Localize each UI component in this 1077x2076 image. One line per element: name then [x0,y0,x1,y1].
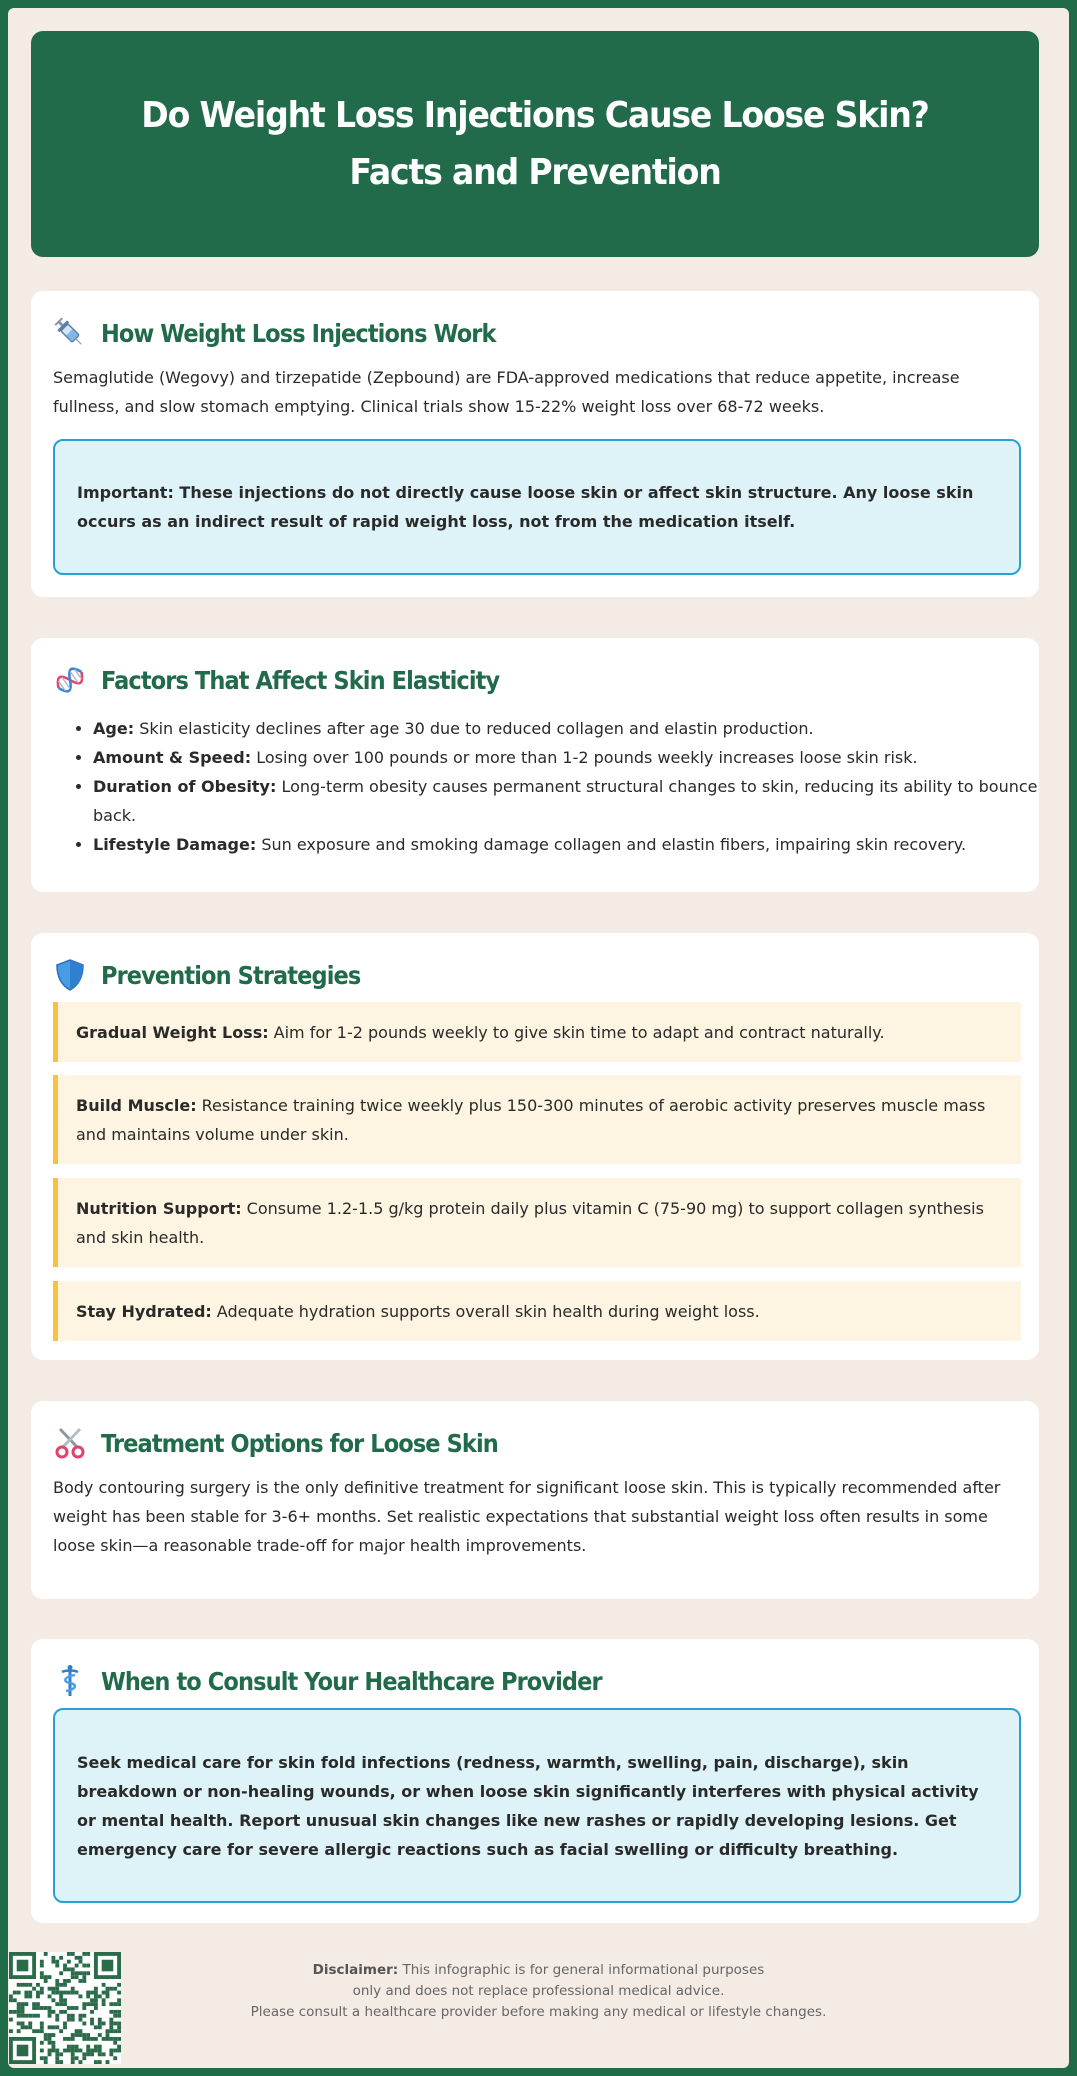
section-header [53,660,544,700]
section-header [53,955,389,995]
dna-icon [53,663,87,697]
syringe-icon [53,316,87,350]
strategy-item [53,1178,1021,1267]
item-text: Consume 1.2-1.5 g/kg protein daily plus vitamin C (75-90 mg) to support collagen synthesis and skin health. [76,1198,984,1247]
section-skin-elasticity-factors [31,638,1039,892]
page-header [31,31,1039,257]
item-text: Sun exposure and smoking damage collagen and elastin fibers, impairing skin recovery. [261,835,967,854]
important-callout: Important: These injections do not directly cause loose skin or affect skin structure. Any loose skin occurs as an indirect result of rapid weight loss, not from the medication itself. [53,439,1021,575]
list-item [93,714,1043,743]
item-label: Lifestyle Damage: [93,835,257,854]
disclaimer [0,1960,1077,2023]
section-header [53,313,539,353]
list-item [93,830,1043,859]
item-label: Stay Hydrated: [76,1301,212,1321]
scissors-icon [53,1426,87,1460]
item-text: Adequate hydration supports overall skin health during weight loss. [216,1301,760,1321]
disclaimer-line: only and does not replace professional medical advice. [352,1983,725,1999]
section-body: Semaglutide (Wegovy) and tirzepatide (Zepbound) are FDA-approved medications that reduce appetite, increase fullness, and slow stomach emptying. Clinical trials show 15-22% weight loss over 68-72 weeks. [53,368,960,416]
disclaimer-label: Disclaimer: [312,1962,399,1978]
item-text: Aim for 1-2 pounds weekly to give skin time to adapt and contract naturally. [273,1022,885,1042]
item-label: Build Muscle: [76,1095,197,1115]
section-prevention-strategies [31,933,1039,1360]
section-title: When to Consult Your Healthcare Provider [101,1666,602,1696]
section-title: Prevention Strategies [101,960,361,990]
shield-icon [53,958,87,992]
disclaimer-line: Disclaimer: This infographic is for general informational purposes [312,1962,765,1978]
strategy-item [53,1002,1021,1062]
list-item [93,743,1043,772]
factors-list [53,714,1043,859]
item-label: Nutrition Support: [76,1198,242,1218]
section-title: How Weight Loss Injections Work [101,318,496,348]
item-label: Gradual Weight Loss: [76,1022,269,1042]
caduceus-icon [53,1664,87,1698]
section-header [53,1423,542,1463]
section-how-injections-work [31,291,1039,597]
list-item [93,772,1043,830]
item-label: Age: [93,719,135,738]
item-text: Skin elasticity declines after age 30 due to reduced collagen and elastin production. [139,719,814,738]
section-title: Treatment Options for Loose Skin [101,1428,498,1458]
item-label: Duration of Obesity: [93,777,277,796]
section-title: Factors That Affect Skin Elasticity [101,665,500,695]
item-label: Amount & Speed: [93,748,252,767]
strategy-item [53,1075,1021,1164]
section-body: Body contouring surgery is the only definitive treatment for significant loose skin. This is typically recommended after weight has been stable for 3-6+ months. Set realistic expectations that substantial weight loss often results in some loose skin—a reasonable trade-off for major health improvements. [53,1478,1001,1555]
item-text: Long-term obesity causes permanent structural changes to skin, reducing its ability to bounce back. [93,777,1038,825]
item-text: Resistance training twice weekly plus 150-300 minutes of aerobic activity preserves muscle mass and maintains volume under skin. [76,1095,986,1144]
disclaimer-line: Please consult a healthcare provider before making any medical or lifestyle changes. [250,2004,827,2020]
item-text: Losing over 100 pounds or more than 1-2 pounds weekly increases loose skin risk. [256,748,918,767]
section-header [53,1661,657,1701]
page-title: Do Weight Loss Injections Cause Loose Skin? Facts and Prevention [141,95,929,193]
section-consult-provider [31,1639,1039,1923]
warning-callout: Seek medical care for skin fold infections (redness, warmth, swelling, pain, discharge), skin breakdown or non-healing wounds, or when loose skin significantly interferes with physical activity or mental health. Report unusual skin changes like new rashes or rapidly developing lesions. Get emergency care for severe allergic reactions such as facial swelling or difficulty breathing. [53,1708,1021,1903]
strategy-item [53,1281,1021,1341]
qr-code-icon[interactable] [9,1952,121,2064]
section-treatment-options [31,1401,1039,1599]
